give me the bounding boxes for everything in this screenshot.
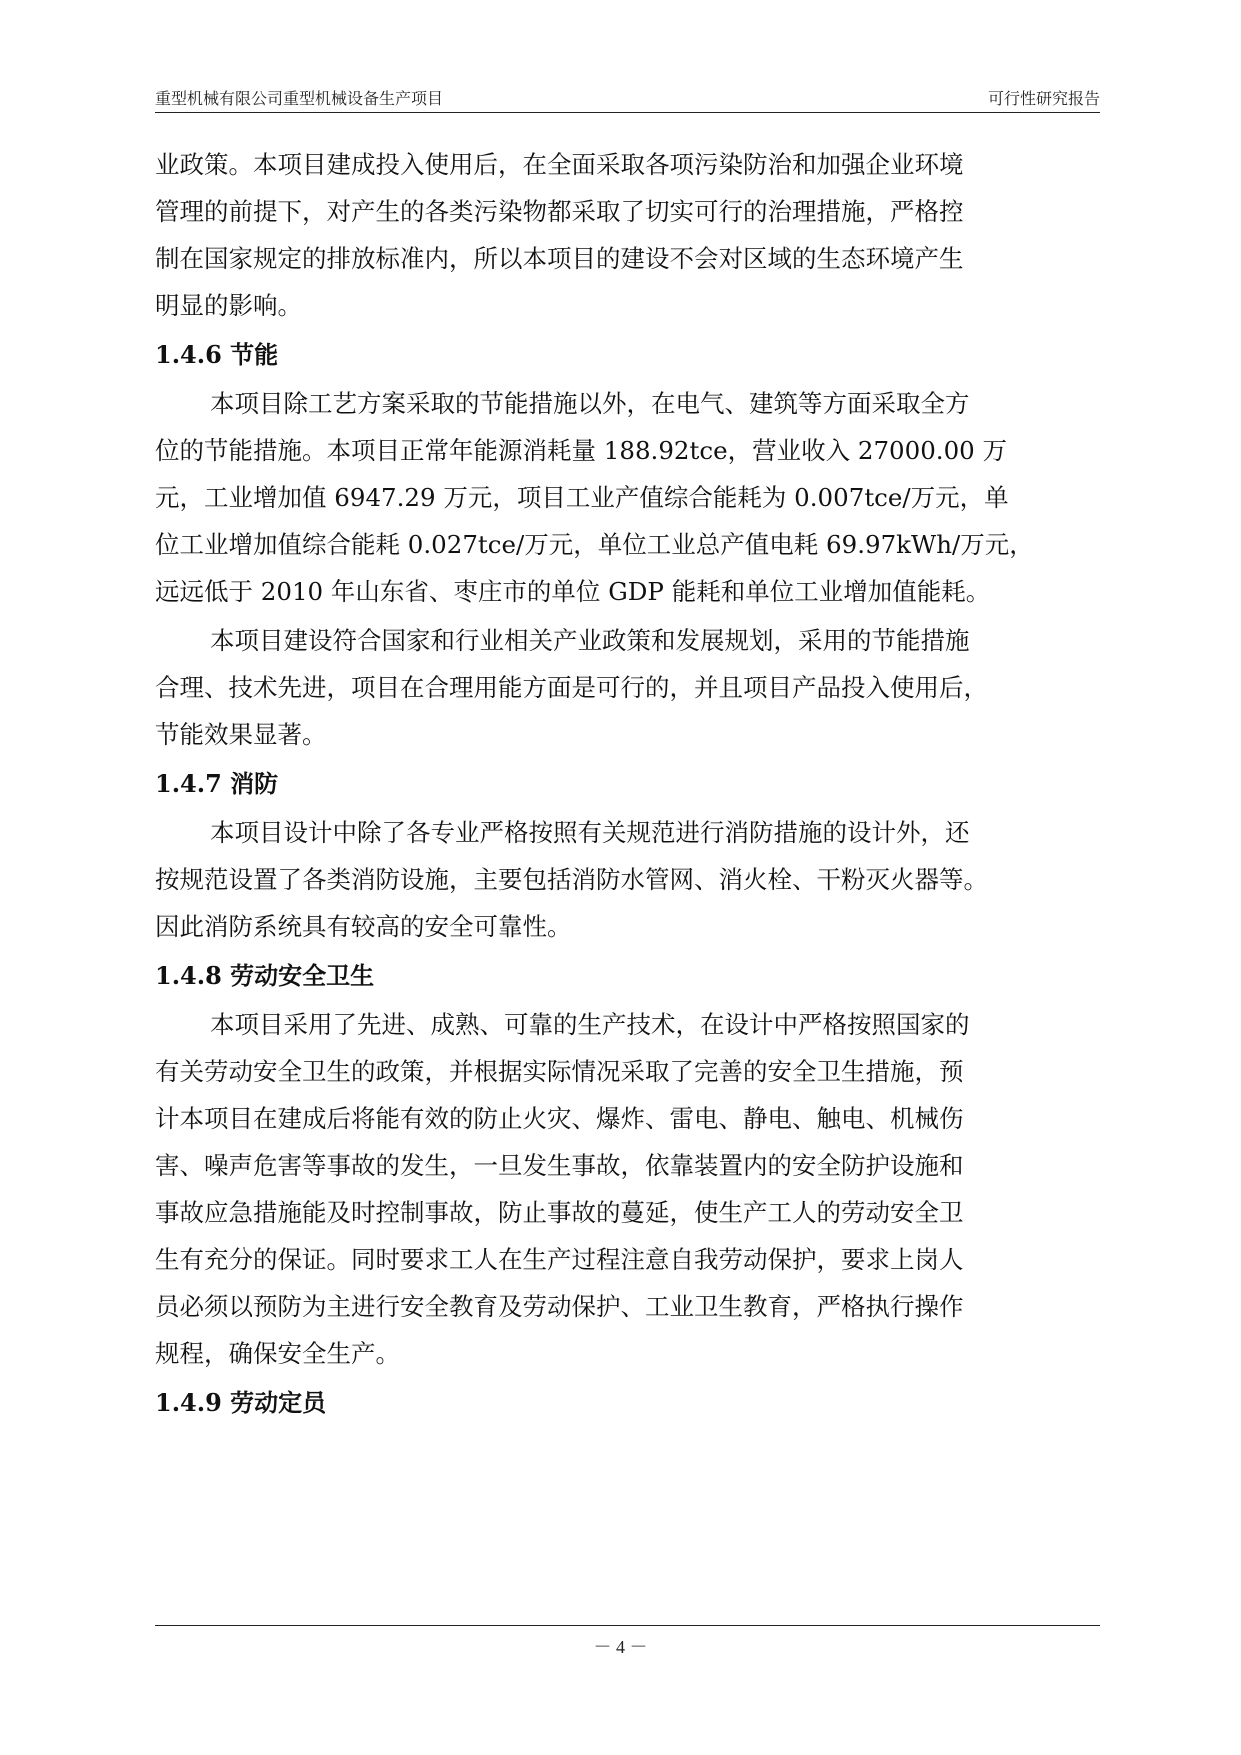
paragraph-line: 事故应急措施能及时控制事故，防止事故的蔓延，使生产工人的劳动安全卫: [155, 1198, 964, 1227]
paragraph-line: 业政策。本项目建成投入使用后，在全面采取各项污染防治和加强企业环境: [155, 150, 964, 179]
paragraph-line: 制在国家规定的排放标准内，所以本项目的建设不会对区域的生态环境产生: [155, 244, 964, 273]
footer-divider: [155, 1625, 1100, 1626]
paragraph-line: 位的节能措施。本项目正常年能源消耗量 188.92tce，营业收入 27000.00 万: [155, 436, 1008, 465]
page-number: － 4 －: [593, 1637, 648, 1657]
paragraph-line: 规程，确保安全生产。: [155, 1339, 400, 1368]
section-heading-1-4-6: 1.4.6 节能: [155, 340, 279, 369]
paragraph-line: 本项目建设符合国家和行业相关产业政策和发展规划，采用的节能措施: [210, 626, 970, 655]
header-divider: [155, 112, 1100, 113]
paragraph-line: 有关劳动安全卫生的政策，并根据实际情况采取了完善的安全卫生措施，预: [155, 1057, 964, 1086]
paragraph-line: 员必须以预防为主进行安全教育及劳动保护、工业卫生教育，严格执行操作: [155, 1292, 964, 1321]
paragraph-line: 管理的前提下，对产生的各类污染物都采取了切实可行的治理措施，严格控: [155, 197, 964, 226]
paragraph-line: 害、噪声危害等事故的发生，一旦发生事故，依靠装置内的安全防护设施和: [155, 1151, 964, 1180]
header-report-title: 可行性研究报告: [987, 89, 1100, 108]
paragraph-line: 位工业增加值综合能耗 0.027tce/万元，单位工业总产值电耗 69.97kWh/万元，: [155, 530, 1034, 559]
header-project-title: 重型机械有限公司重型机械设备生产项目: [155, 89, 444, 108]
paragraph-line: 本项目除工艺方案采取的节能措施以外，在电气、建筑等方面采取全方: [210, 389, 970, 418]
page-header: [155, 86, 1100, 110]
section-heading-1-4-7: 1.4.7 消防: [155, 769, 279, 798]
paragraph-line: 合理、技术先进，项目在合理用能方面是可行的，并且项目产品投入使用后，: [155, 673, 988, 702]
section-heading-1-4-8: 1.4.8 劳动安全卫生: [155, 961, 375, 990]
paragraph-line: 因此消防系统具有较高的安全可靠性。: [155, 912, 572, 941]
paragraph-line: 远远低于 2010 年山东省、枣庄市的单位 GDP 能耗和单位工业增加值能耗。: [155, 577, 991, 606]
paragraph-line: 本项目设计中除了各专业严格按照有关规范进行消防措施的设计外，还: [210, 818, 970, 847]
section-heading-1-4-9: 1.4.9 劳动定员: [155, 1388, 327, 1417]
paragraph-line: 元，工业增加值 6947.29 万元，项目工业产值综合能耗为 0.007tce/万元，单: [155, 483, 1009, 512]
paragraph-line: 本项目采用了先进、成熟、可靠的生产技术，在设计中严格按照国家的: [210, 1010, 970, 1039]
paragraph-line: 明显的影响。: [155, 291, 302, 320]
paragraph-line: 生有充分的保证。同时要求工人在生产过程注意自我劳动保护，要求上岗人: [155, 1245, 964, 1274]
paragraph-line: 计本项目在建成后将能有效的防止火灾、爆炸、雷电、静电、触电、机械伤: [155, 1104, 964, 1133]
paragraph-line: 节能效果显著。: [155, 720, 327, 749]
paragraph-line: 按规范设置了各类消防设施，主要包括消防水管网、消火栓、干粉灭火器等。: [155, 865, 988, 894]
